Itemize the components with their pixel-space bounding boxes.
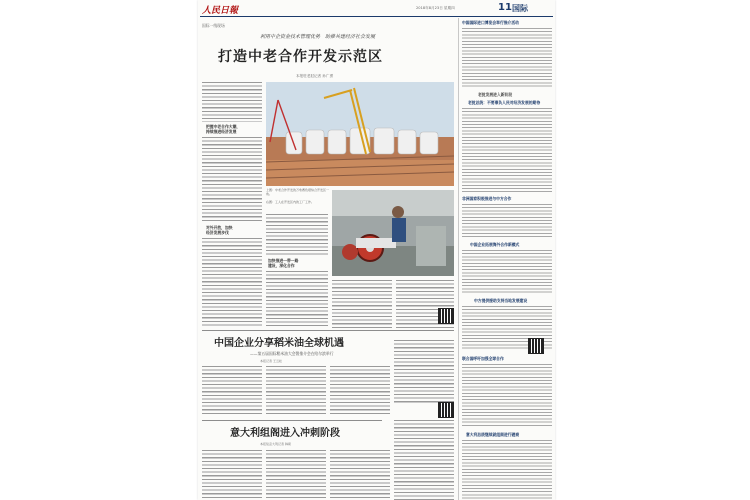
main-text-block	[202, 137, 262, 223]
main-subtitle-3: 加快推进一带一路 建设，深化合作	[268, 258, 299, 268]
article3-text	[394, 420, 454, 500]
article2-text	[330, 366, 390, 416]
article3-byline: 本报驻意大利记者 韩硕	[260, 442, 291, 446]
header-rule	[200, 16, 553, 17]
brief-text	[462, 250, 552, 294]
article2-text	[266, 366, 326, 416]
page-number: 11	[498, 2, 512, 13]
photo2-caption: 右图：工人在开发区内的工厂工作。	[266, 200, 315, 204]
photo1-caption: 上图：中老合作开发的万象赛色塔综合开发区一角。	[266, 188, 330, 196]
article2-subhead: ——第五届国际稻米油大会暨推介会在哈尔滨举行	[250, 351, 334, 356]
photo-factory-worker	[332, 190, 454, 276]
divider	[202, 330, 454, 331]
main-subtitle-2: 对外开放，加快 经济发展步伐	[206, 225, 233, 235]
main-byline: 本报驻老挝记者 孙广勇	[296, 74, 334, 78]
article3-text	[202, 450, 262, 500]
qr-code[interactable]	[438, 402, 454, 418]
brief-headline: 中国企业拓展海外合作新模式	[470, 242, 520, 247]
newspaper-page	[198, 0, 555, 500]
divider	[202, 420, 382, 421]
brief-headline: 联合国呼吁加强全球合作	[462, 356, 504, 361]
column-divider	[458, 18, 459, 500]
article2-text	[394, 340, 454, 404]
brief-headline: 非洲国家积极推进与中方合作	[462, 196, 512, 201]
article2-headline: 中国企业分享稻米油全球机遇	[214, 338, 344, 349]
main-subtitle-1: 把握中老合作大潮， 持续推进经济发展	[206, 124, 241, 134]
qr-code[interactable]	[438, 308, 454, 324]
article3-text	[330, 450, 390, 500]
photo-port-tanks	[266, 82, 454, 186]
date-line: 2018年8月23日 星期四	[416, 6, 455, 10]
brief-headline: 老挝发展进入新阶段	[478, 92, 513, 97]
qr-code[interactable]	[528, 338, 544, 354]
main-text-block	[202, 238, 262, 328]
main-headline: 打造中老合作开发示范区	[218, 49, 383, 65]
main-text-block	[266, 214, 328, 256]
kicker: 国际一线现场	[202, 23, 225, 28]
brief-text	[462, 440, 552, 500]
article2-text	[202, 366, 262, 416]
main-text-block	[332, 280, 392, 328]
main-text-block	[266, 271, 328, 328]
article3-headline: 意大利组阁进入冲刺阶段	[230, 428, 340, 439]
main-subhead: 利用中企资金技术管理优势 助推共建经济社会发展	[260, 34, 376, 40]
brief-text	[462, 204, 552, 238]
masthead-logo: 人民日報	[202, 6, 239, 16]
brief-text	[462, 28, 552, 88]
article3-text	[266, 450, 326, 500]
main-text-block	[202, 82, 262, 122]
article2-byline: 本报记者 王云松	[260, 359, 282, 363]
section-title: 国际	[512, 4, 528, 13]
brief-headline: 意大利总统继续就组阁进行磋商	[466, 432, 520, 437]
brief-headline: 中方提供援助支持当地发展建设	[474, 298, 528, 303]
brief-text	[462, 108, 552, 192]
brief-text	[462, 364, 552, 428]
brief-headline: 中国国际进口博览会举行推介活动	[462, 20, 519, 25]
brief-headline: 老挝总统：不要辜负人民对经济发展的期待	[468, 100, 541, 105]
